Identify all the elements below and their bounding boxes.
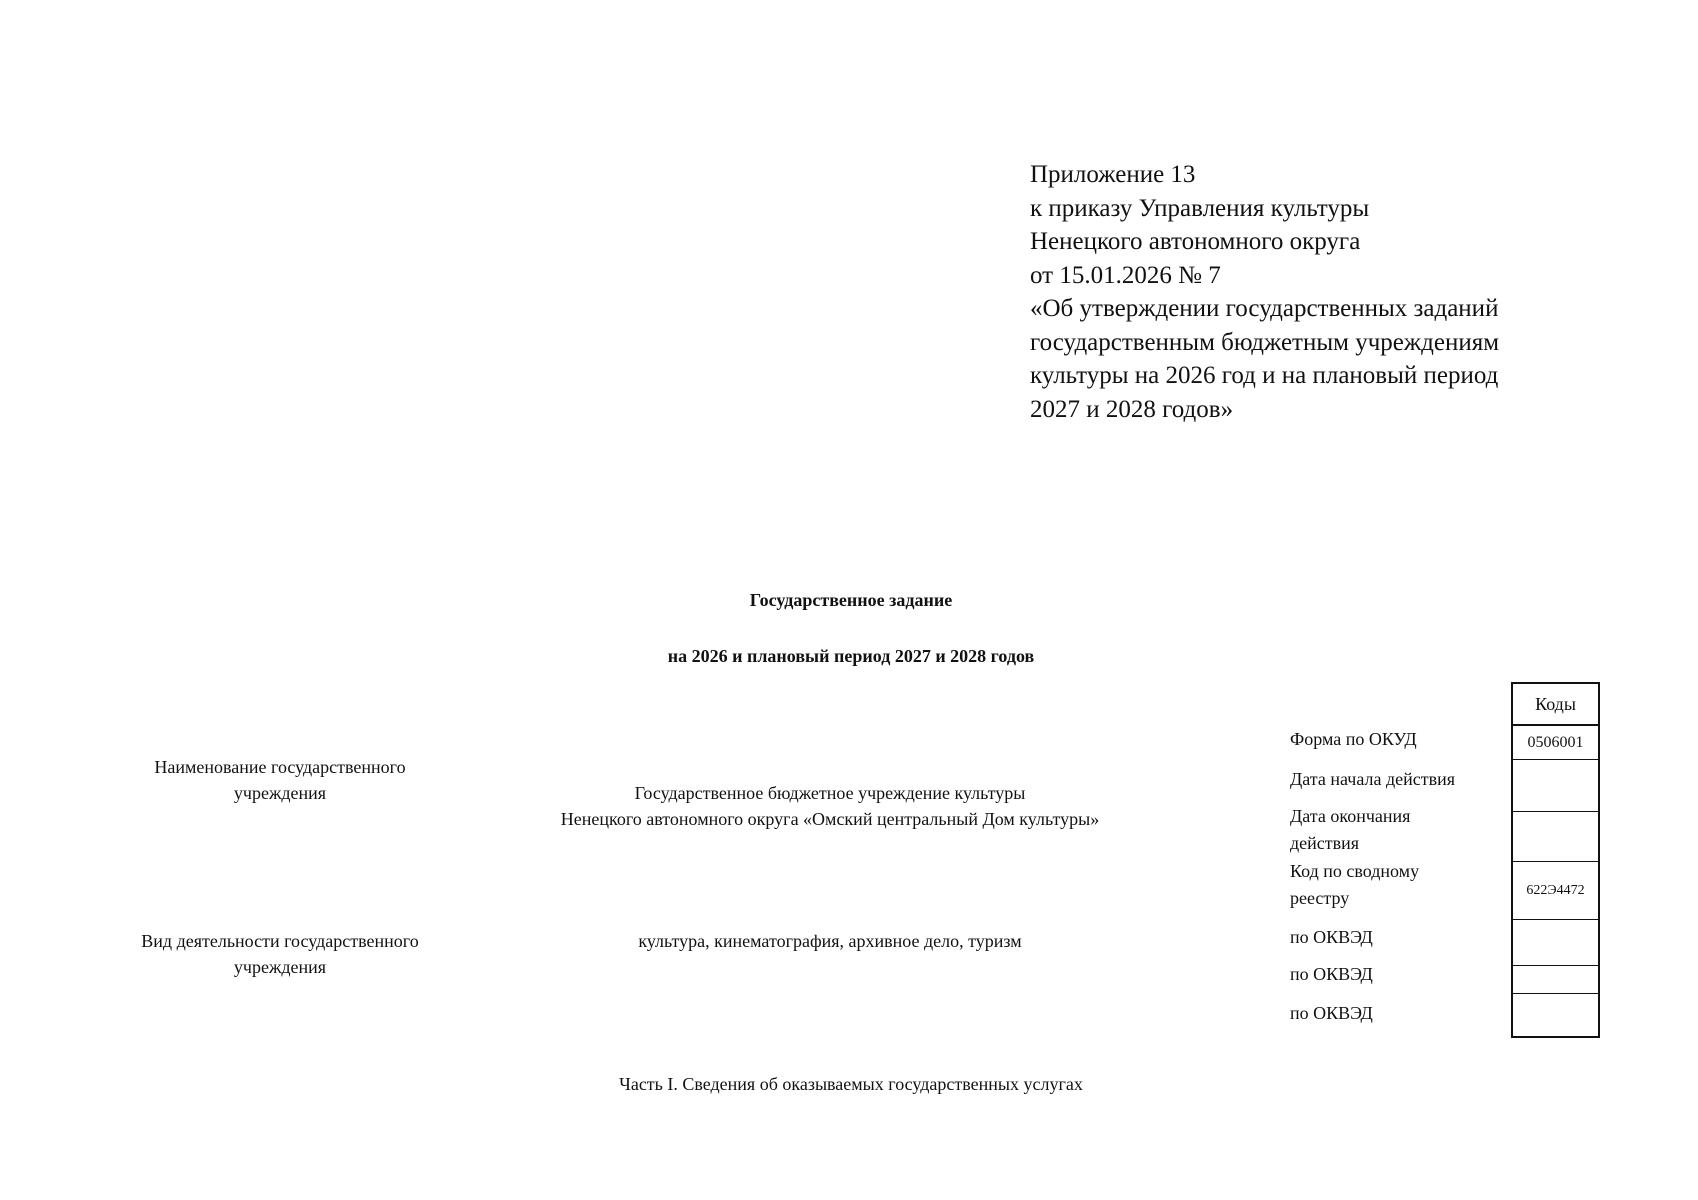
document-title: Государственное задание <box>749 590 953 610</box>
start-date-label: Дата начала действия <box>1290 769 1455 789</box>
registry-code-label-line: реестру <box>1290 888 1350 908</box>
annex-line: от 15.01.2026 № 7 <box>1030 261 1221 289</box>
okud-code-cell: 0506001 <box>1513 726 1598 760</box>
activity-label <box>110 928 450 980</box>
institution-value-line: Государственное бюджетное учреждение культуры <box>634 783 1026 803</box>
okved-label: по ОКВЭД <box>1290 964 1373 984</box>
okved-code-cell <box>1513 966 1598 994</box>
okud-label: Форма по ОКУД <box>1290 729 1417 749</box>
end-date-label-line: Дата окончания <box>1290 806 1411 826</box>
okved-code-cell <box>1513 920 1598 966</box>
registry-code-cell: 622Э4472 <box>1513 862 1598 920</box>
activity-label-line: учреждения <box>233 957 327 977</box>
okved-code-cell <box>1513 994 1598 1036</box>
institution-label <box>110 754 450 806</box>
okved-label: по ОКВЭД <box>1290 927 1373 947</box>
okved-label: по ОКВЭД <box>1290 1003 1373 1023</box>
start-date-cell <box>1513 760 1598 812</box>
annex-line: к приказу Управления культуры <box>1030 194 1370 222</box>
codes-table <box>1511 682 1600 1038</box>
part-title: Часть I. Сведения об оказываемых государственных услугах <box>619 1074 1083 1094</box>
document-subtitle: на 2026 и плановый период 2027 и 2028 годов <box>667 646 1035 666</box>
activity-label-line: Вид деятельности государственного <box>141 931 419 951</box>
end-date-label-line: действия <box>1290 833 1360 853</box>
codes-header: Коды <box>1513 684 1598 726</box>
annex-line: «Об утверждении государственных заданий <box>1030 295 1499 322</box>
annex-line: Ненецкого автономного округа <box>1030 228 1361 255</box>
institution-label-line: учреждения <box>233 783 327 803</box>
institution-value <box>480 780 1180 832</box>
registry-code-label <box>1290 858 1419 912</box>
registry-code-label-line: Код по сводному <box>1290 861 1420 881</box>
annex-line: 2027 и 2028 годов» <box>1030 395 1234 423</box>
institution-label-line: Наименование государственного <box>154 757 406 777</box>
activity-value: культура, кинематография, архивное дело, туризм <box>638 931 1022 951</box>
end-date-cell <box>1513 812 1598 862</box>
end-date-label <box>1290 803 1410 857</box>
annex-line: Приложение 13 <box>1030 161 1196 188</box>
institution-value-line: Ненецкого автономного округа «Омский центральный Дом культуры» <box>560 809 1100 829</box>
annex-line: государственным бюджетным учреждениям <box>1030 328 1500 356</box>
annex-block <box>1030 158 1590 426</box>
annex-line: культуры на 2026 год и на плановый период <box>1030 362 1499 389</box>
